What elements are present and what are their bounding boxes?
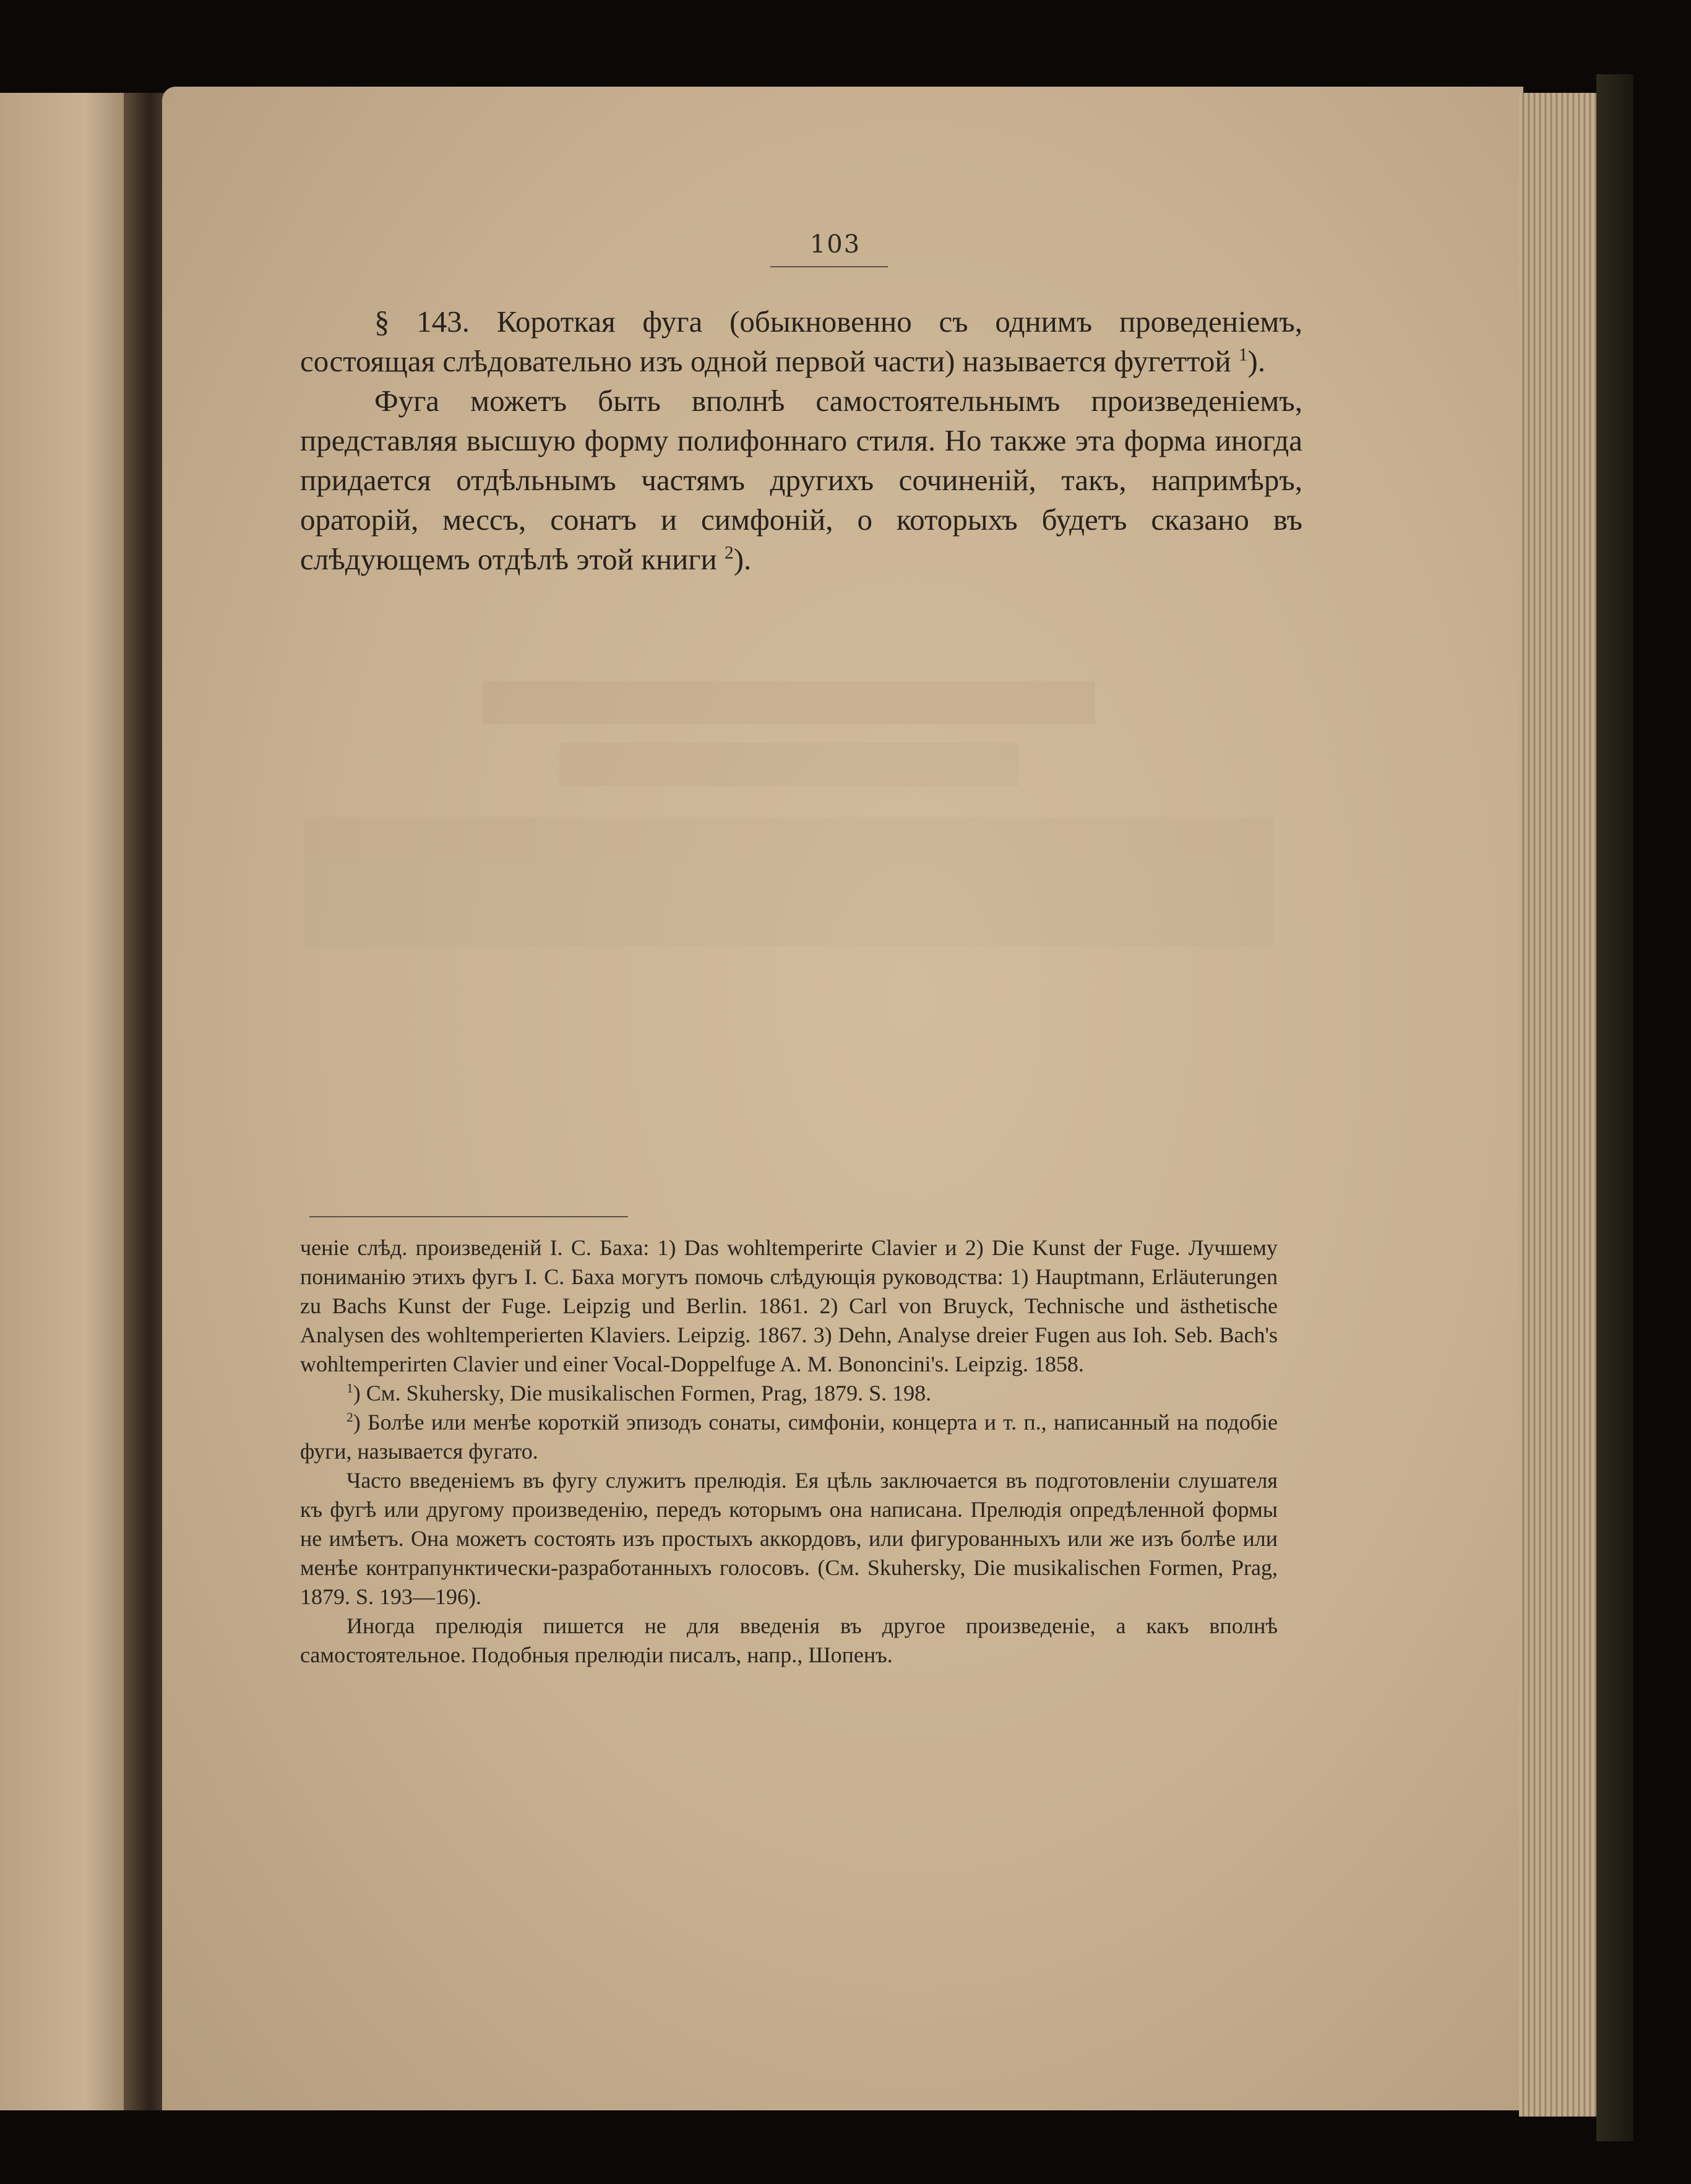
footnotes	[300, 1233, 1278, 1670]
footnote-ref-1: 1	[1238, 345, 1248, 365]
footnote-ref-2: 2	[724, 543, 734, 563]
footnote-2-mark: 2	[346, 1410, 353, 1425]
footnote-2-prelude-paragraph: Часто введенiемъ въ фугу служитъ прелюдiя. Ея цѣль заключается въ подготовленiи слушателя къ фугѣ или другому произведенiю, передъ которымъ она написана. Прелюдiя опредѣленной формы не имѣетъ. Она можетъ состоять изъ простыхъ аккордовъ, или фигурованныхъ или же изъ болѣе или менѣе контрапунктически-разработанныхъ голосовъ. (См. Skuhersky, Die musikalischen Formen, Prag, 1879. S. 193—196).	[300, 1468, 1278, 1609]
footnote-1	[300, 1379, 1278, 1408]
fugue-paragraph-end: ).	[733, 542, 752, 576]
footnote-1-mark: 1	[346, 1381, 353, 1396]
book-cover-edge	[1596, 74, 1633, 2141]
left-page-edge	[0, 93, 142, 2110]
main-text	[300, 302, 1302, 579]
footnote-2-chopin-paragraph: Иногда прелюдiя пишется не для введенiя въ другое произведенiе, а какъ вполнѣ самостоятельное. Подобныя прелюдiи писалъ, напр., Шопенъ.	[300, 1613, 1278, 1667]
footnote-1-text: ) См. Skuhersky, Die musikalischen Formen, Prag, 1879. S. 198.	[353, 1381, 932, 1405]
page-number: 103	[809, 230, 861, 259]
fugue-paragraph	[300, 381, 1302, 579]
footnote-2	[300, 1408, 1278, 1466]
section-143-text: § 143. Короткая фуга (обыкновенно съ однимъ проведенiемъ, состоящая слѣдовательно изъ одной первой части) называется фугеттой	[300, 304, 1302, 378]
book-gutter	[124, 93, 167, 2110]
fugue-paragraph-text: Фуга можетъ быть вполнѣ самостоятельнымъ произведенiемъ, представляя высшую форму полифоннаго стиля. Но также эта форма иногда придается отдѣльнымъ частямъ другихъ сочиненiй, такъ, напримѣръ, ораторiй, мессъ, сонатъ и симфонiй, о которыхъ будетъ сказано въ слѣдующемъ отдѣлѣ этой книги	[300, 384, 1302, 576]
show-through-reverse-page	[278, 681, 1299, 947]
section-143-end: ).	[1247, 344, 1266, 378]
footnote-2-text: ) Болѣе или менѣе короткiй эпизодъ сонаты, симфонiи, концерта и т. п., написанный на подобiе фуги, называется фугато.	[300, 1410, 1278, 1464]
page-number-rule	[770, 266, 888, 267]
footnote-continued: ченiе слѣд. произведенiй I. С. Баха: 1) Das wohltemperirte Clavier и 2) Die Kunst der Fuge. Лучшему пониманiю этихъ фугъ I. С. Баха могутъ помочь слѣдующiя руководства: 1) Hauptmann, Erläuterungen zu Bachs Kunst der Fuge. Leipzig und Berlin. 1861. 2) Carl von Bruyck, Technische und ästhetische Analysen des wohltemperierten Klaviers. Leipzig. 1867. 3) Dehn, Analyse dreier Fugen aus Ioh. Seb. Bach's wohltemperirten Clavier und einer Vocal-Doppelfuge A. M. Bononcini's. Leipzig. 1858.	[300, 1235, 1278, 1376]
section-143-paragraph	[300, 302, 1302, 381]
footnote-separator	[309, 1216, 628, 1217]
